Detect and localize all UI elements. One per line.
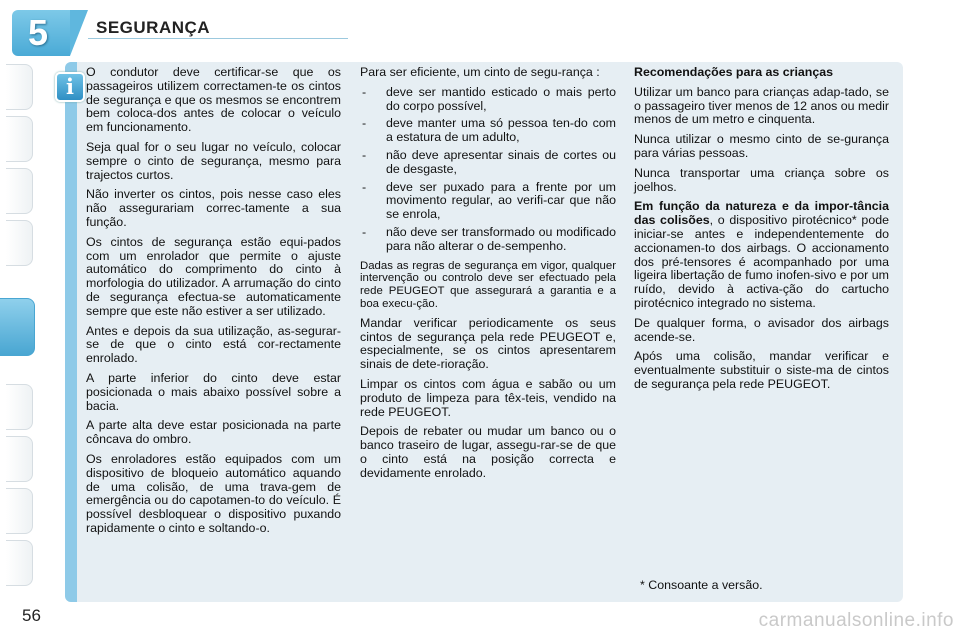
- paragraph: Seja qual for o seu lugar no veículo, colocar sempre o cinto de segurança, mesmo para trajectos curtos.: [86, 139, 341, 182]
- paragraph: A parte alta deve estar posicionada na parte côncava do ombro.: [86, 418, 341, 447]
- page-title: SEGURANÇA: [96, 18, 211, 37]
- panel-accent-strip: [65, 62, 77, 602]
- paragraph: Nunca transportar uma criança sobre os joelhos.: [634, 165, 889, 194]
- side-tab[interactable]: [6, 384, 33, 430]
- list-item: - não deve apresentar sinais de cortes ou de desgaste,: [360, 149, 616, 177]
- paragraph-rest: , o dispositivo pirotécnico* pode iniciar-se antes e independentemente do accionamen-to dos airbags. O accionamento dos pré-tensores é acompanhado por uma ligeira libertação de fumo inofen-sivo e por um ruído, devido à activa-ção do cartucho pirotécnico integrado no sistema.: [634, 213, 889, 310]
- paragraph: Os enroladores estão equipados com um dispositivo de bloqueio automático aquando de uma colisão, de uma trava-gem de emergência ou do capotamen-to do veículo. É possível desbloquear o dispositivo puxando rapidamente o cinto e soltando-o.: [86, 451, 341, 535]
- column-middle: [360, 66, 616, 487]
- header-divider: [88, 38, 348, 39]
- paragraph: Não inverter os cintos, pois nesse caso eles não assegurariam correc-tamente a sua função.: [86, 187, 341, 229]
- footnote: * Consoante a versão.: [640, 578, 763, 592]
- paragraph: Após uma colisão, mandar verificar e eventualmente substituir o siste-ma de cintos de segurança pela rede PEUGEOT.: [634, 349, 889, 391]
- paragraph: Utilizar um banco para crianças adap-tado, se o passageiro tiver menos de 12 anos ou medir menos de um metro e cinquenta.: [634, 84, 889, 127]
- info-icon: i: [55, 72, 85, 102]
- paragraph: Nunca utilizar o mesmo cinto de se-gurança para várias pessoas.: [634, 132, 889, 160]
- bold-lead: Em função da natureza e da impor-tância das colisões: [634, 199, 889, 228]
- side-tab-active[interactable]: [0, 298, 35, 356]
- side-tab[interactable]: [6, 168, 33, 214]
- paragraph: [634, 200, 889, 310]
- requirements-list: [360, 86, 616, 254]
- watermark: carmanualsonline.info: [758, 610, 954, 631]
- list-item: - deve ser puxado para a frente por um movimento regular, ao verifi-car que não se enrola,: [360, 181, 616, 222]
- list-item: - deve manter uma só pessoa ten-do com a estatura de um adulto,: [360, 117, 616, 145]
- chapter-side-tabs: [0, 64, 40, 584]
- list-item: - deve ser mantido esticado o mais perto do corpo possível,: [360, 86, 616, 114]
- chapter-number: 5: [28, 12, 49, 53]
- paragraph: Os cintos de segurança estão equi-pados com um enrolador que permite o ajuste automático do comprimento do cinto à morfologia do utilizador. A arrumação do cinto de segurança efectua-se automaticamente sempre que este não estiver a ser utilizado.: [86, 234, 341, 318]
- list-item: - não deve ser transformado ou modificado para não alterar o de-sempenho.: [360, 226, 616, 254]
- side-tab[interactable]: [6, 116, 33, 162]
- paragraph: O condutor deve certificar-se que os passageiros utilizem correctamen-te os cintos de segurança e que os mesmos se encontrem bem coloca-dos antes de colocar o veículo em funcionamento.: [86, 65, 341, 135]
- column-left: [86, 66, 341, 542]
- page-number: 56: [22, 606, 41, 625]
- paragraph-small: Dadas as regras de segurança em vigor, qualquer intervenção ou controlo deve ser efectuado pela rede PEUGEOT que assegurará a garantia e a boa execu-ção.: [360, 259, 616, 310]
- column-right: [634, 66, 889, 398]
- paragraph: Depois de rebater ou mudar um banco ou o banco traseiro de lugar, assegu-rar-se de que o cinto está na posição correcta e devidamente enrolado.: [360, 424, 616, 480]
- paragraph: A parte inferior do cinto deve estar posicionada o mais abaixo possível sobre a bacia.: [86, 370, 341, 413]
- side-tab[interactable]: [6, 488, 33, 534]
- paragraph: Antes e depois da sua utilização, as-segurar-se de que o cinto está cor-rectamente enrolado.: [86, 323, 341, 366]
- side-tab[interactable]: [6, 540, 33, 586]
- paragraph: De qualquer forma, o avisador dos airbags acende-se.: [634, 315, 889, 344]
- section-heading: Recomendações para as crianças: [634, 65, 834, 79]
- side-tab[interactable]: [6, 220, 33, 266]
- paragraph: Limpar os cintos com água e sabão ou um produto de limpeza para têx-teis, vendido na rede PEUGEOT.: [360, 376, 616, 419]
- side-tab[interactable]: [6, 64, 33, 110]
- side-tab[interactable]: [6, 436, 33, 482]
- paragraph: Mandar verificar periodicamente os seus cintos de segurança pela rede PEUGEOT e, especialmente, se os cintos apresentarem sinais de dete-rioração.: [360, 315, 616, 372]
- paragraph: Para ser eficiente, um cinto de segu-rança :: [360, 65, 600, 79]
